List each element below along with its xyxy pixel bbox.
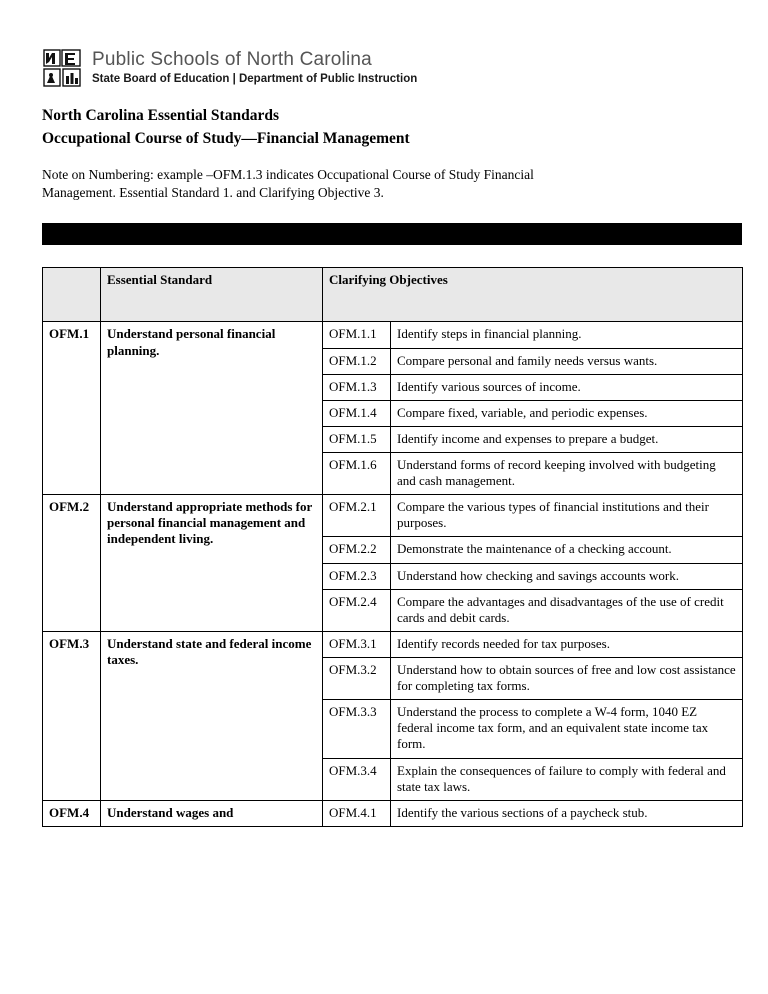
objective-text: Identify income and expenses to prepare a budget.	[391, 426, 743, 452]
objective-text: Understand how to obtain sources of free and low cost assistance for completing tax forms.	[391, 658, 743, 700]
objective-text: Compare the various types of financial institutions and their purposes.	[391, 495, 743, 537]
objective-code: OFM.3.2	[323, 658, 391, 700]
table-row	[43, 800, 743, 826]
section-banner	[42, 223, 742, 245]
standard-text: Understand personal financial planning.	[101, 322, 323, 495]
numbering-note: Note on Numbering: example –OFM.1.3 indicates Occupational Course of Study Financial Management. Essential Standard 1. and Clarifying Objective 3.	[42, 166, 534, 200]
logo-wordmark	[92, 48, 417, 86]
objective-text: Understand the process to complete a W-4 form, 1040 EZ federal income tax form, and an equivalent state income tax form.	[391, 700, 743, 758]
table-row	[43, 495, 743, 537]
standard-text: Understand appropriate methods for personal financial management and independent living.	[101, 495, 323, 632]
document-header	[42, 48, 734, 88]
standard-code: OFM.4	[43, 800, 101, 826]
logo-title: Public Schools of North Carolina	[92, 49, 372, 70]
standard-text: Understand state and federal income taxes.	[101, 631, 323, 800]
objective-code: OFM.2.1	[323, 495, 391, 537]
objective-code: OFM.1.5	[323, 426, 391, 452]
standard-code: OFM.3	[43, 631, 101, 800]
objective-code: OFM.1.3	[323, 374, 391, 400]
table-header-blank	[43, 268, 101, 322]
table-header-essential-standard: Essential Standard	[101, 268, 323, 322]
objective-code: OFM.2.3	[323, 563, 391, 589]
objective-code: OFM.3.4	[323, 758, 391, 800]
objective-text: Explain the consequences of failure to comply with federal and state tax laws.	[391, 758, 743, 800]
objective-code: OFM.2.4	[323, 589, 391, 631]
objective-text: Identify various sources of income.	[391, 374, 743, 400]
objective-code: OFM.3.3	[323, 700, 391, 758]
standard-code: OFM.2	[43, 495, 101, 632]
standard-code: OFM.1	[43, 322, 101, 495]
objective-text: Understand how checking and savings accounts work.	[391, 563, 743, 589]
objective-code: OFM.4.1	[323, 800, 391, 826]
table-header-row	[43, 268, 743, 322]
logo-subtitle: State Board of Education | Department of Public Instruction	[92, 72, 418, 85]
table-row	[43, 322, 743, 348]
objective-text: Compare the advantages and disadvantages of the use of credit cards and debit cards.	[391, 589, 743, 631]
objective-text: Compare fixed, variable, and periodic expenses.	[391, 400, 743, 426]
standard-text: Understand wages and	[101, 800, 323, 826]
objective-text: Compare personal and family needs versus wants.	[391, 348, 743, 374]
objective-text: Demonstrate the maintenance of a checking account.	[391, 537, 743, 563]
objective-code: OFM.3.1	[323, 631, 391, 657]
objective-code: OFM.2.2	[323, 537, 391, 563]
objective-text: Identify the various sections of a paycheck stub.	[391, 800, 743, 826]
objective-text: Understand forms of record keeping involved with budgeting and cash management.	[391, 453, 743, 495]
objective-code: OFM.1.6	[323, 453, 391, 495]
objective-text: Identify records needed for tax purposes.	[391, 631, 743, 657]
objective-code: OFM.1.4	[323, 400, 391, 426]
objective-code: OFM.1.2	[323, 348, 391, 374]
table-row	[43, 631, 743, 657]
page-title-line-2: Occupational Course of Study—Financial Management	[42, 129, 410, 147]
page-title-line-1: North Carolina Essential Standards	[42, 107, 279, 124]
standards-table	[42, 267, 743, 826]
table-header-clarifying-objectives: Clarifying Objectives	[323, 268, 743, 322]
objective-text: Identify steps in financial planning.	[391, 322, 743, 348]
objective-code: OFM.1.1	[323, 322, 391, 348]
nc-public-schools-logo-icon	[42, 48, 82, 88]
